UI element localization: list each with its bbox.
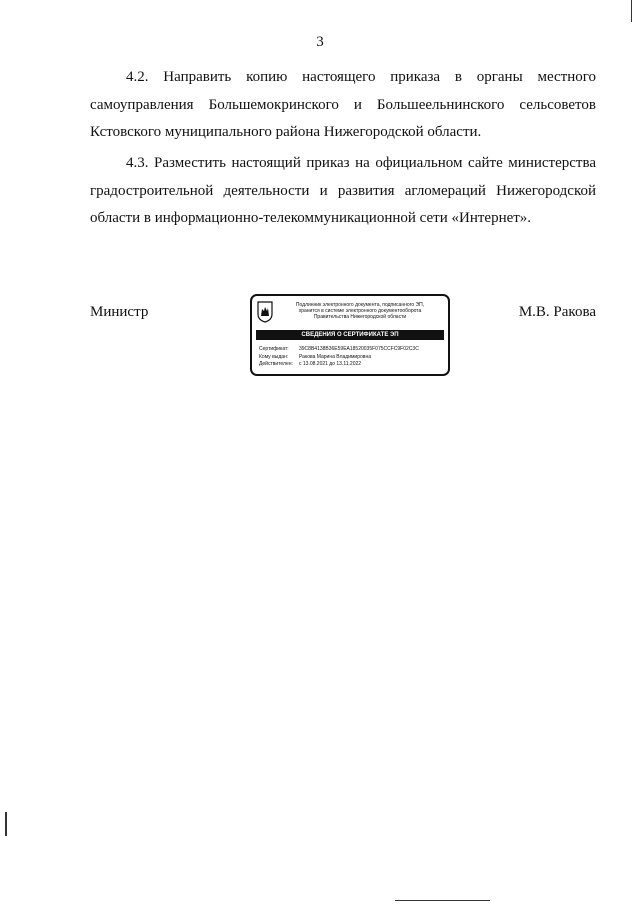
certificate-label: Сертификат: [259,346,289,352]
owner-value: Ракова Марина Владимировна [299,353,371,360]
owner-label: Кому выдан: [259,353,289,360]
stamp-header-line-2: хранится в системе электронного документооборота [298,308,422,315]
paragraph-4-3: 4.3. Разместить настоящий приказ на официальном сайте министерства градостроительной деятельности и развития агломераций Нижегородской области в информационно-телекоммуникационной сети «Интернет». [90,155,596,226]
coat-of-arms-icon [257,301,273,323]
certificate-value: 39C8B4138B36E59EA18520035F075CCFC9F02C3C [299,346,419,352]
page-number: 3 [316,34,324,50]
certificate-row [259,346,419,354]
scan-artifact-left-edge [5,812,7,836]
electronic-signature-stamp [250,294,450,376]
stamp-header [276,302,444,321]
scan-artifact-right-edge [631,0,632,22]
owner-row [259,354,419,362]
stamp-details [259,346,419,369]
paragraph-4-2: 4.2. Направить копию настоящего приказа в органы местного самоуправления Большемокринского и Большеельнинского сельсоветов Кстовского муниципального района Нижегородской области. [90,69,596,140]
validity-label: Действителен: [259,361,293,367]
stamp-title-bar: СВЕДЕНИЯ О СЕРТИФИКАТЕ ЭП [256,330,444,340]
stamp-header-line-1: Подлинник электронного документа, подписанного ЭП, [295,302,425,308]
signatory-position: Министр [90,304,149,320]
scan-artifact-bottom-line [395,900,490,901]
validity-value: с 13.08.2021 до 13.11.2022 [299,361,362,367]
stamp-header-line-3: Правительства Нижегородской области [313,314,407,321]
signatory-name: М.В. Ракова [518,304,596,320]
validity-row [259,361,419,369]
